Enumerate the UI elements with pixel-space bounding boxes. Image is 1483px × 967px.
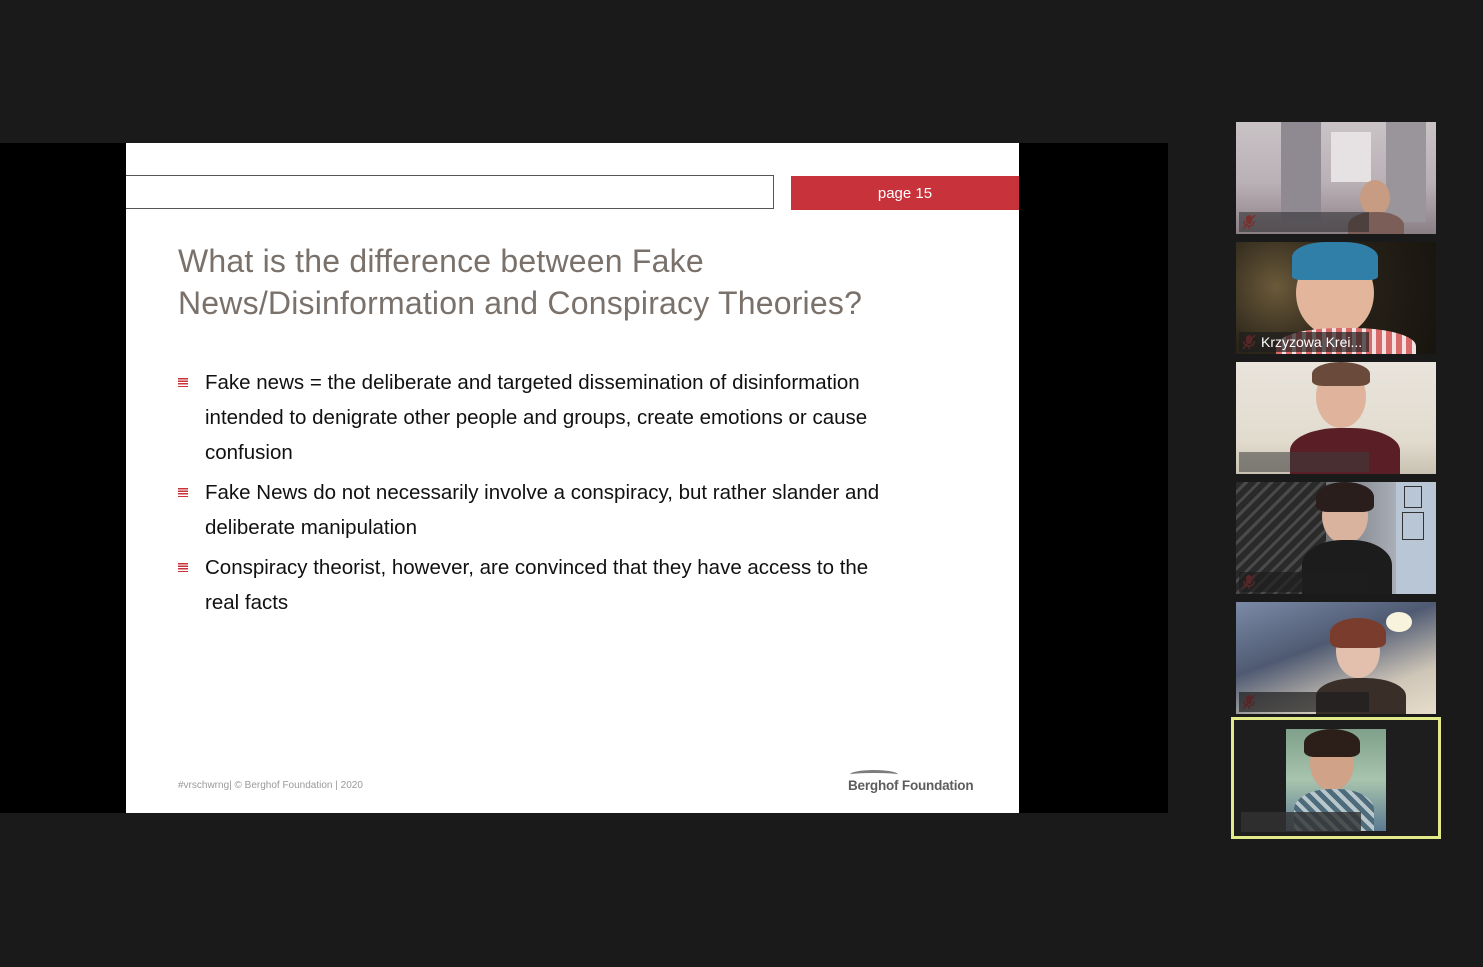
bullet-line: deliberate manipulation — [205, 516, 417, 539]
bullet-marker-icon — [178, 488, 188, 497]
participant-name: Krzyzowa Krei... — [1239, 332, 1369, 352]
bullet-list — [178, 365, 978, 625]
bullet-line: real facts — [205, 591, 289, 614]
bullet-item — [178, 550, 978, 620]
slide-title — [178, 240, 958, 324]
participant-name — [1239, 692, 1369, 712]
bullet-marker-icon — [178, 378, 188, 387]
bullet-item — [178, 475, 978, 545]
bullet-marker-icon — [178, 563, 188, 572]
person-hair — [1330, 618, 1386, 648]
window — [1331, 132, 1371, 182]
logo-text: Berghof Foundation — [848, 778, 974, 793]
picture-frame — [1404, 486, 1422, 508]
slide-header-bar — [126, 175, 774, 209]
picture-frame — [1402, 512, 1424, 540]
participant-video-tile[interactable] — [1236, 482, 1436, 594]
slide-title-line: What is the difference between Fake — [178, 243, 704, 279]
bullet-item — [178, 365, 978, 470]
page-number-tab: page 15 — [791, 176, 1019, 210]
screen-share-area — [0, 143, 1168, 813]
bullet-line: Fake news = the deliberate and targeted dissemination of disinformation — [205, 371, 860, 394]
participant-video-tile[interactable] — [1236, 242, 1436, 354]
participant-name — [1239, 452, 1369, 472]
participant-name — [1239, 212, 1369, 232]
participant-name — [1241, 812, 1361, 832]
berghof-logo — [848, 770, 974, 798]
bullet-line: confusion — [205, 441, 293, 464]
slide-title-line: News/Disinformation and Conspiracy Theories? — [178, 285, 863, 321]
person-hair — [1316, 482, 1374, 512]
slide-footer: #vrschwrng| © Berghof Foundation | 2020 — [178, 780, 363, 791]
participant-video-tile[interactable] — [1236, 362, 1436, 474]
lamp — [1386, 612, 1412, 632]
participant-video-tile[interactable] — [1236, 122, 1436, 234]
bullet-line: Fake News do not necessarily involve a conspiracy, but rather slander and — [205, 481, 880, 504]
presentation-slide — [126, 143, 1019, 813]
person-hair — [1312, 362, 1370, 386]
curtain — [1281, 122, 1321, 222]
bullet-line: Conspiracy theorist, however, are convinced that they have access to the — [205, 556, 869, 579]
participant-video-tile[interactable] — [1236, 602, 1436, 714]
participant-name — [1239, 572, 1369, 592]
person-hair — [1304, 729, 1360, 757]
curtain — [1386, 122, 1426, 222]
person-head — [1360, 180, 1390, 216]
participant-video-tile-active[interactable] — [1231, 717, 1441, 839]
bullet-line: intended to denigrate other people and groups, create emotions or cause — [205, 406, 868, 429]
person-hat — [1292, 242, 1378, 280]
